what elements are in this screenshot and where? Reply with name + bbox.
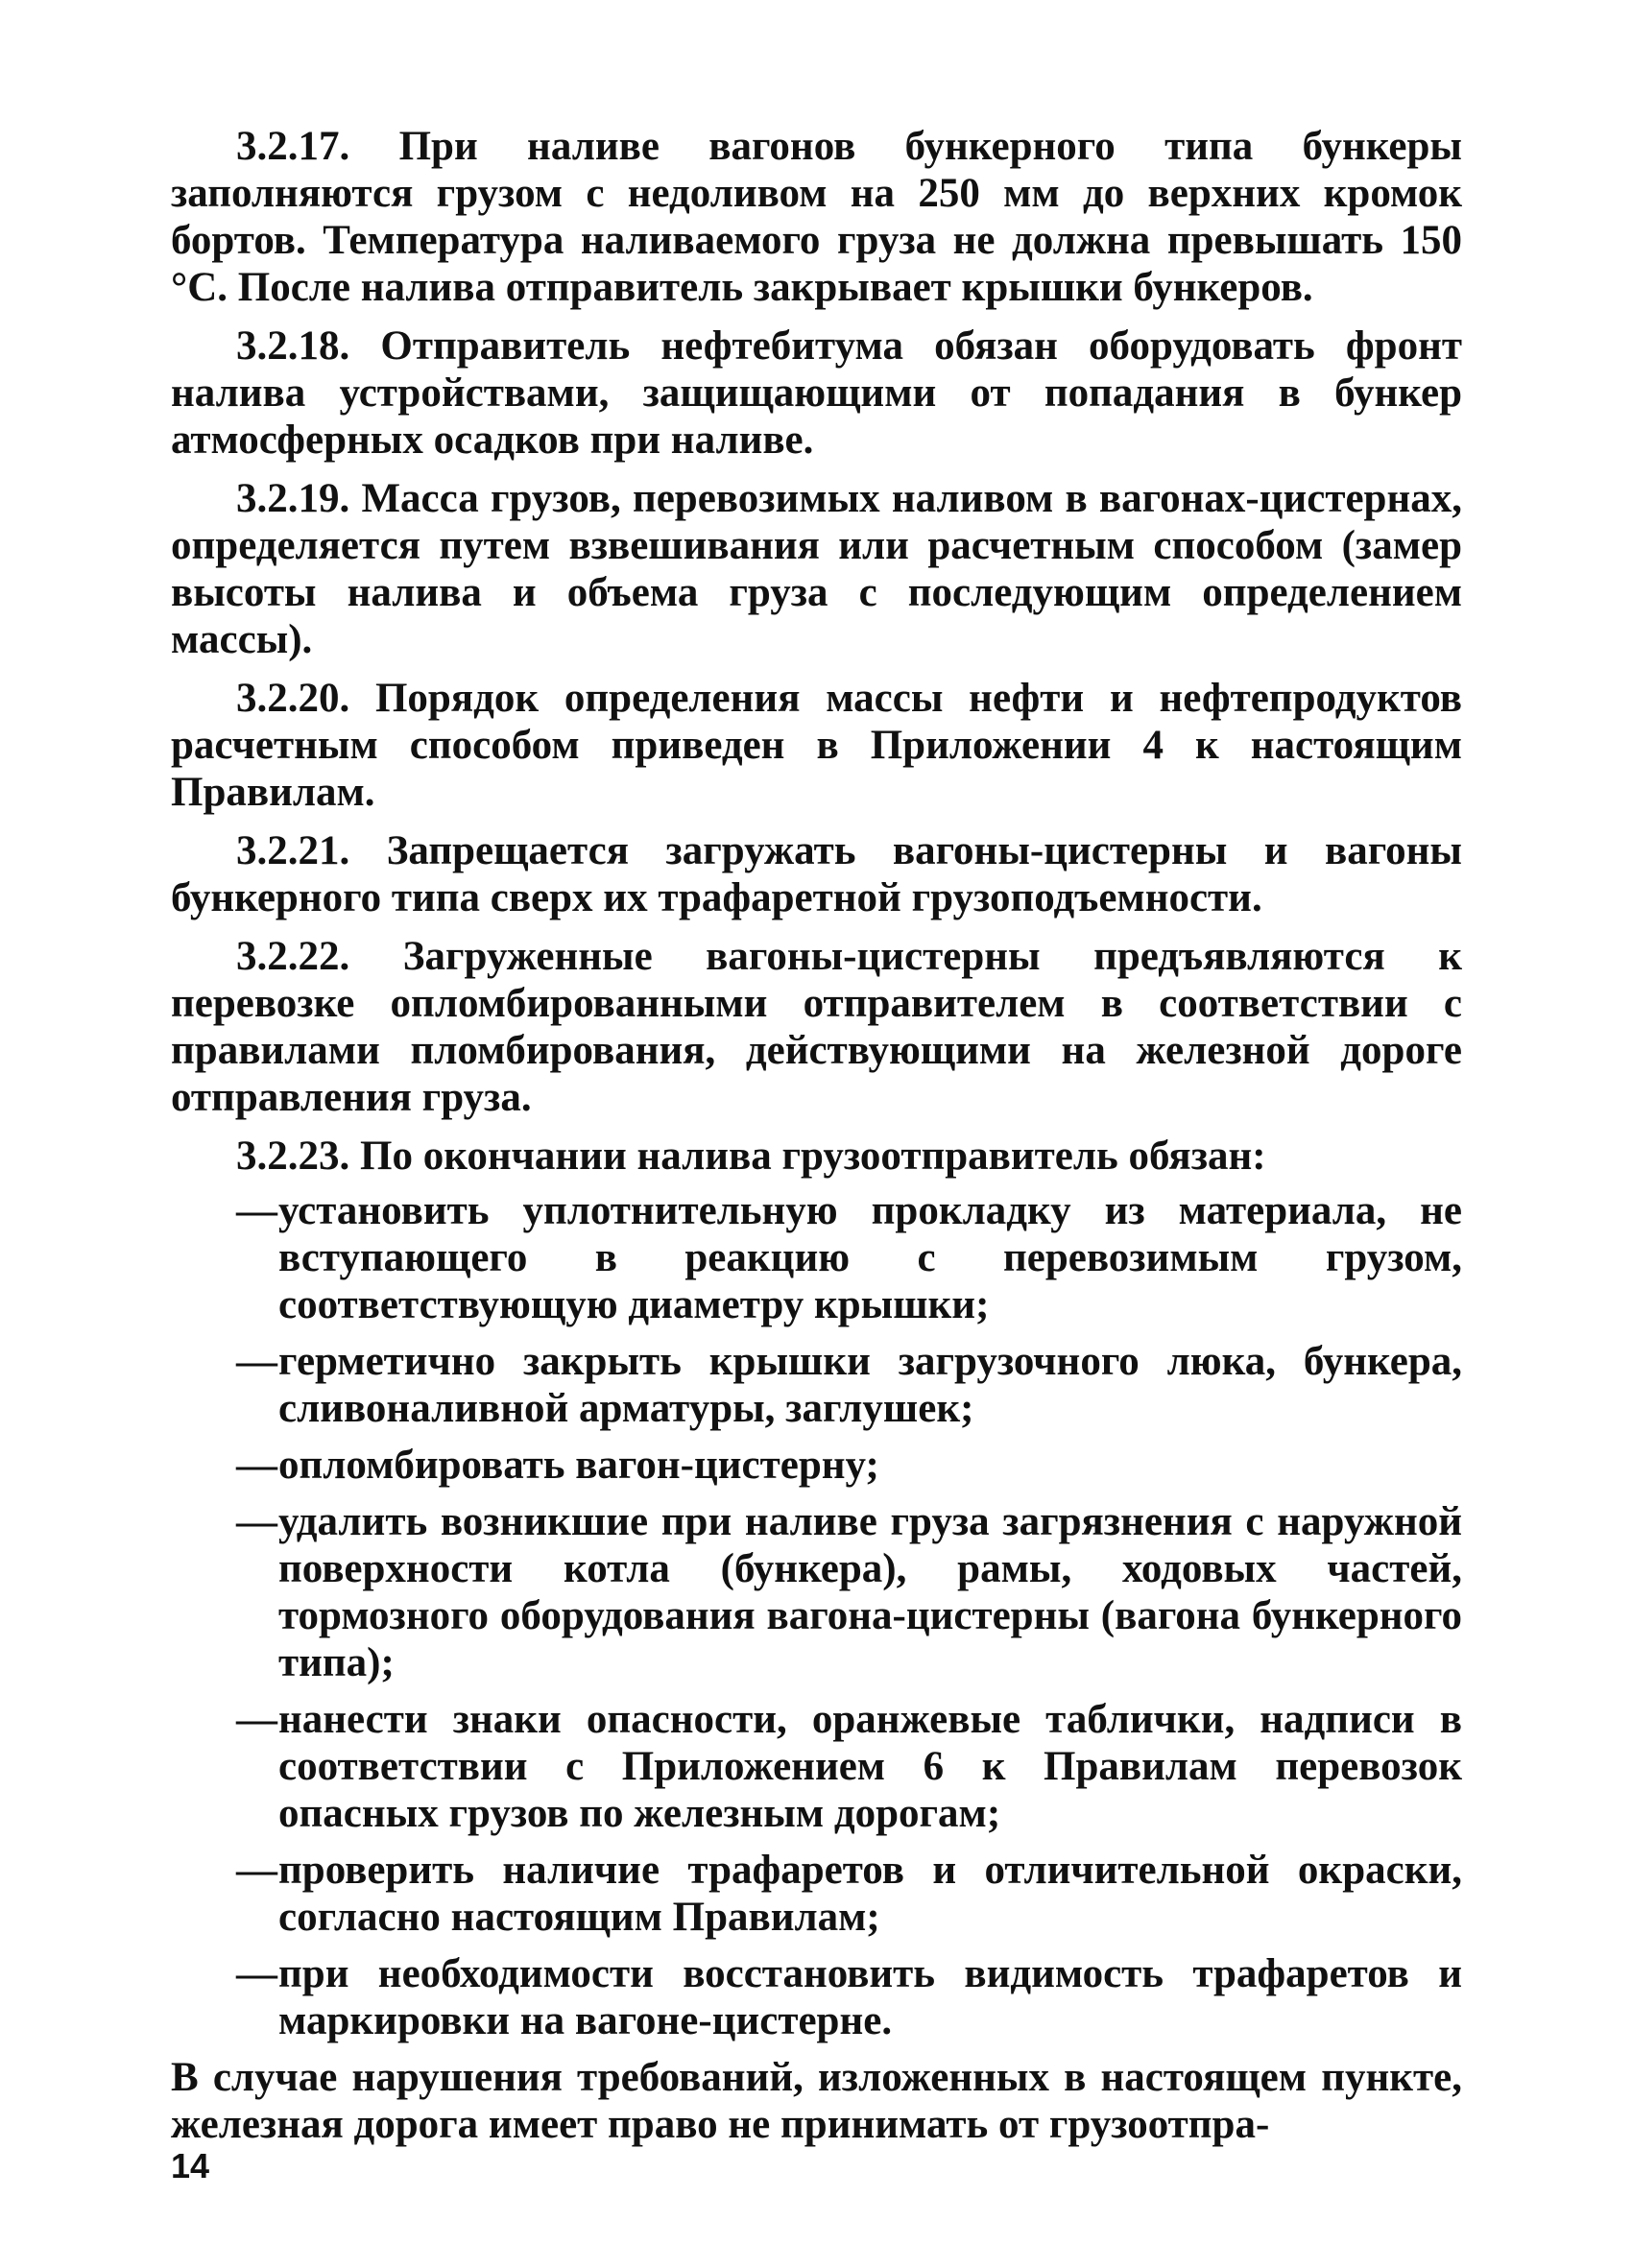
- list-item-text: удалить возникшие при наливе груза загрязнения с наружной поверхности котла (бункера), рамы, ходовых частей, тормозного оборудования вагона-цистерны (вагона бункерного типа);: [278, 1499, 1462, 1685]
- dash-marker: —: [236, 1848, 277, 1893]
- closing-paragraph: В случае нарушения требований, изложенных в настоящем пункте, железная дорога имеет право не принимать от грузоотпра-: [171, 2055, 1462, 2147]
- paragraph-3-2-21: 3.2.21. Запрещается загружать вагоны-цистерны и вагоны бункерного типа сверх их трафаретной грузоподъемности.: [171, 828, 1462, 920]
- obligations-list: [171, 1187, 1462, 2044]
- dash-marker: —: [236, 1499, 277, 1544]
- list-item-text: нанести знаки опасности, оранжевые таблички, надписи в соответствии с Приложением 6 к Правилам перевозок опасных грузов по железным дорогам;: [278, 1697, 1462, 1836]
- dash-marker: —: [236, 1188, 277, 1233]
- dash-marker: —: [236, 1697, 277, 1742]
- list-item-text: герметично закрыть крышки загрузочного люка, бункера, сливоналивной арматуры, заглушек;: [278, 1339, 1462, 1431]
- list-item: [171, 1950, 1462, 2044]
- paragraph-3-2-20: 3.2.20. Порядок определения массы нефти и нефтепродуктов расчетным способом приведен в Приложении 4 к настоящим Правилам.: [171, 676, 1462, 815]
- list-item-text: проверить наличие трафаретов и отличительной окраски, согласно настоящим Правилам;: [278, 1848, 1462, 1940]
- dash-marker: —: [236, 1339, 277, 1384]
- list-item: [171, 1187, 1462, 1328]
- document-page: [171, 123, 1462, 2160]
- paragraph-3-2-23-intro: 3.2.23. По окончании налива грузоотправитель обязан:: [236, 1134, 1266, 1179]
- list-item: [171, 1338, 1462, 1432]
- paragraph-3-2-18: 3.2.18. Отправитель нефтебитума обязан оборудовать фронт налива устройствами, защищающими от попадания в бункер атмосферных осадков при наливе.: [171, 323, 1462, 463]
- dash-marker: —: [236, 1951, 277, 1996]
- list-item: [171, 1847, 1462, 1941]
- list-item-text: установить уплотнительную прокладку из материала, не вступающего в реакцию с перевозимым грузом, соответствующую диаметру крышки;: [278, 1188, 1462, 1327]
- list-item: [171, 1498, 1462, 1686]
- page-number: 14: [171, 2146, 210, 2185]
- list-item: [171, 1442, 1462, 1489]
- list-item-text: опломбировать вагон-цистерну;: [278, 1443, 879, 1488]
- paragraph-3-2-19: 3.2.19. Масса грузов, перевозимых наливом в вагонах-цистернах, определяется путем взвешивания или расчетным способом (замер высоты налива и объема груза с последующим определением массы).: [171, 476, 1462, 662]
- list-item-text: при необходимости восстановить видимость трафаретов и маркировки на вагоне-цистерне.: [278, 1951, 1462, 2043]
- paragraph-3-2-22: 3.2.22. Загруженные вагоны-цистерны предъявляются к перевозке опломбированными отправителем в соответствии с правилами пломбирования, действующими на железной дороге отправления груза.: [171, 934, 1462, 1120]
- list-item: [171, 1696, 1462, 1837]
- paragraph-3-2-17: 3.2.17. При наливе вагонов бункерного типа бункеры заполняются грузом с недоливом на 250 мм до верхних кромок бортов. Температура наливаемого груза не должна превышать 150 °С. После налива отправитель закрывает крышки бункеров.: [171, 124, 1462, 310]
- dash-marker: —: [236, 1443, 277, 1488]
